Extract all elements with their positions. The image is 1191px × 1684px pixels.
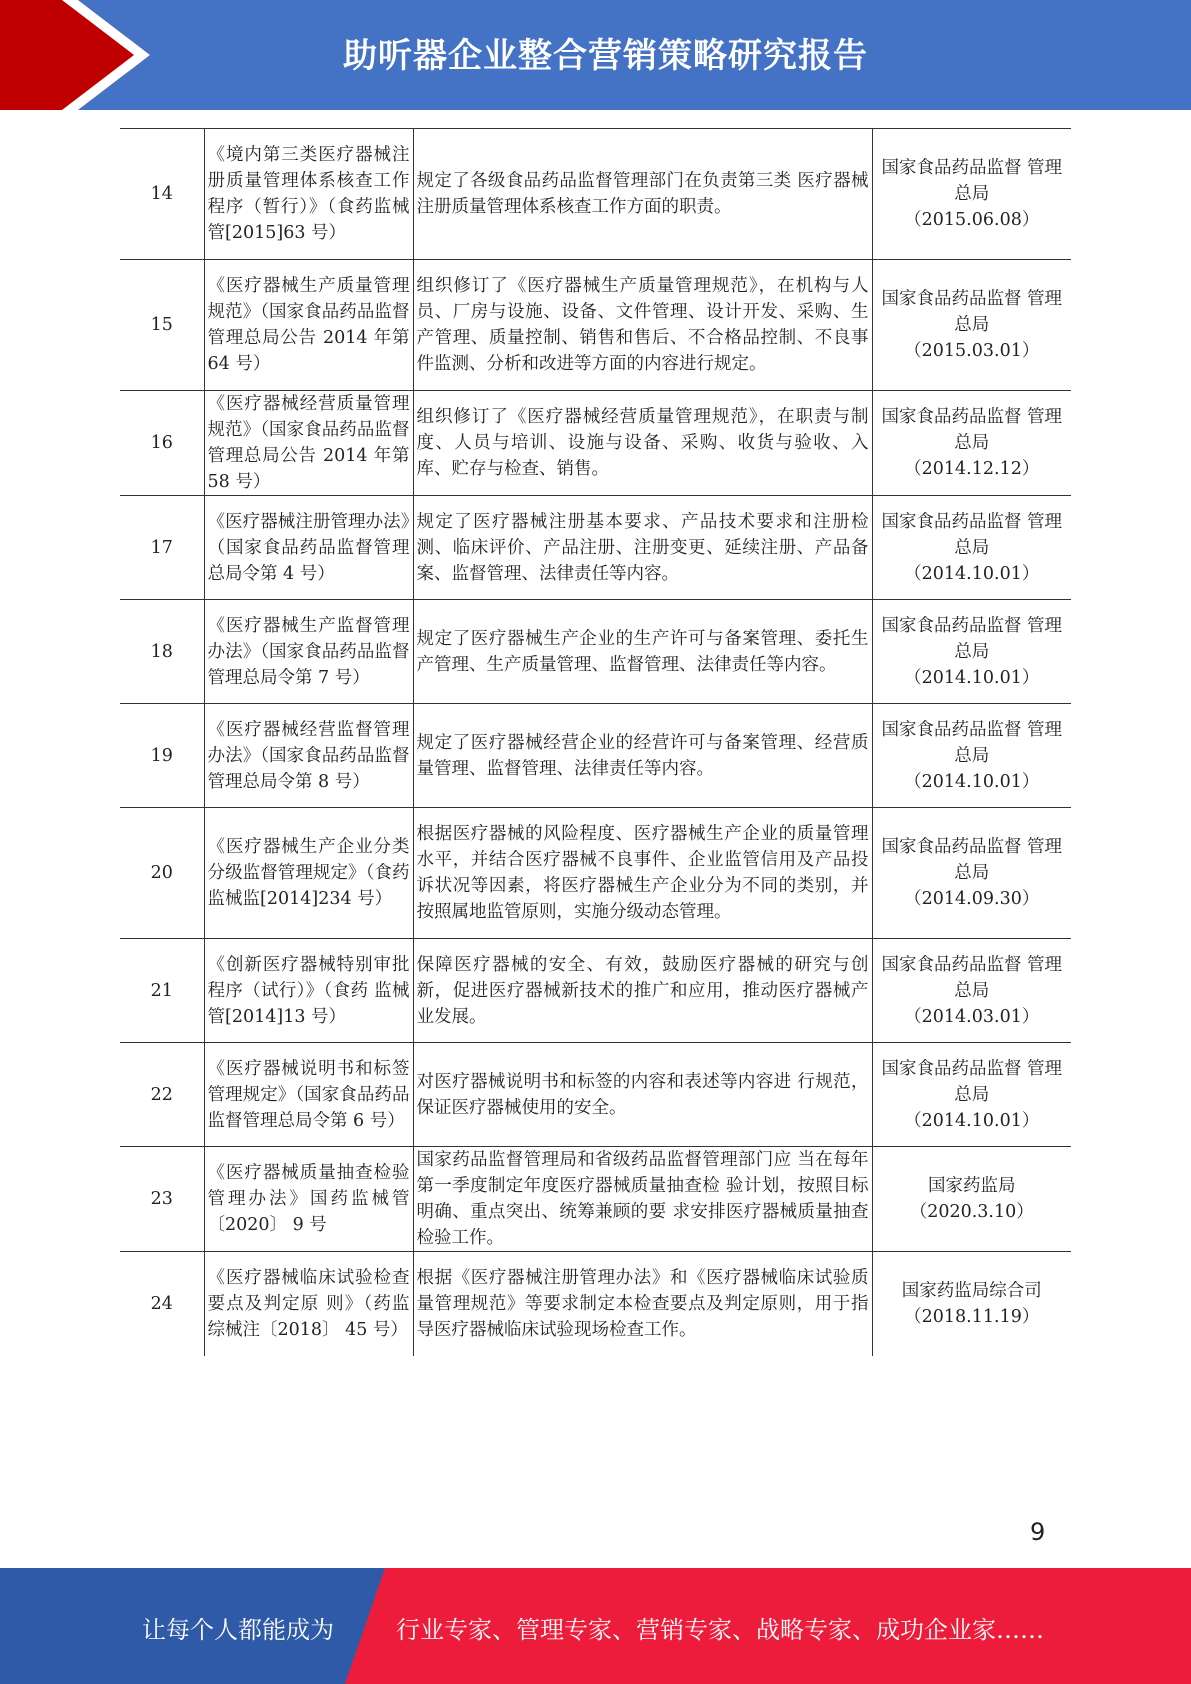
issuer-cell (872, 260, 1071, 391)
table-row (120, 1147, 1071, 1252)
page-header (0, 0, 1191, 110)
issuer-name: 国家食品药品监督 管理总局 (881, 511, 1063, 558)
row-number: 14 (120, 129, 204, 260)
row-number: 24 (120, 1252, 204, 1356)
issuer-cell (872, 808, 1071, 939)
law-description: 组织修订了《医疗器械经营质量管理规范》，在职责与制度、人员与培训、设施与设备、采购、收货与验收、入库、贮存与检查、销售。 (413, 391, 872, 496)
issuer-name: 国家食品药品监督 管理总局 (881, 954, 1063, 1001)
law-description: 根据医疗器械的风险程度、医疗器械生产企业的质量管理水平，并结合医疗器械不良事件、企业监管信用及产品投诉状况等因素，将医疗器械生产企业分为不同的类别，并按照属地监管原则，实施分级动态管理。 (413, 808, 872, 939)
issuer-name: 国家食品药品监督 管理总局 (881, 158, 1063, 204)
issuer-cell (872, 496, 1071, 600)
law-title: 《医疗器械注册管理办法》（国家食品药品监督管理总局令第 4 号） (204, 496, 413, 600)
row-number: 21 (120, 939, 204, 1043)
issuer-cell (872, 1252, 1071, 1356)
table-row (120, 496, 1071, 600)
issue-date: （2014.10.01） (904, 667, 1040, 688)
row-number: 22 (120, 1043, 204, 1147)
issuer-name: 国家食品药品监督 管理总局 (881, 837, 1063, 883)
row-number: 19 (120, 704, 204, 808)
issue-date: （2014.09.30） (904, 889, 1040, 909)
issuer-name: 国家药监局综合司 (901, 1280, 1042, 1301)
law-description: 规定了医疗器械生产企业的生产许可与备案管理、委托生产管理、生产质量管理、监督管理、法律责任等内容。 (413, 600, 872, 704)
issuer-name: 国家药监局 (928, 1176, 1016, 1196)
issuer-cell (872, 129, 1071, 260)
issue-date: （2014.10.01） (904, 1110, 1040, 1131)
table-row (120, 600, 1071, 704)
table-row (120, 1043, 1071, 1147)
table-row (120, 808, 1071, 939)
issuer-name: 国家食品药品监督 管理总局 (881, 615, 1063, 662)
issuer-name: 国家食品药品监督 管理总局 (881, 407, 1063, 453)
law-description: 保障医疗器械的安全、有效，鼓励医疗器械的研究与创新，促进医疗器械新技术的推广和应用，推动医疗器械产业发展。 (413, 939, 872, 1043)
law-title: 《境内第三类医疗器械注册质量管理体系核查工作程序（暂行）》（食药监械管[2015]63 号） (204, 129, 413, 260)
regulations-table (120, 128, 1071, 1356)
table-row (120, 939, 1071, 1043)
issuer-name: 国家食品药品监督 管理总局 (881, 289, 1063, 335)
document-title: 助听器企业整合营销策略研究报告 (343, 36, 868, 76)
law-description: 规定了医疗器械经营企业的经营许可与备案管理、经营质量管理、监督管理、法律责任等内容。 (413, 704, 872, 808)
issue-date: （2014.10.01） (904, 563, 1040, 584)
table-row (120, 129, 1071, 260)
law-title: 《医疗器械说明书和标签管理规定》（国家食品药品监督管理总局令第 6 号） (204, 1043, 413, 1147)
law-title: 《医疗器械临床试验检查要点及判定原 则》（药监综械注〔2018〕 45 号） (204, 1252, 413, 1356)
row-number: 15 (120, 260, 204, 391)
law-description: 对医疗器械说明书和标签的内容和表述等内容进 行规范，保证医疗器械使用的安全。 (413, 1043, 872, 1147)
row-number: 16 (120, 391, 204, 496)
law-title: 《医疗器械生产企业分类分级监督管理规定》（食药监械监[2014]234 号） (204, 808, 413, 939)
law-description: 规定了各级食品药品监督管理部门在负责第三类 医疗器械注册质量管理体系核查工作方面的职责。 (413, 129, 872, 260)
row-number: 18 (120, 600, 204, 704)
issue-date: （2015.03.01） (904, 341, 1040, 361)
issuer-cell (872, 1147, 1071, 1252)
table-row (120, 260, 1071, 391)
table-row (120, 704, 1071, 808)
page-footer (0, 1568, 1191, 1684)
law-description: 组织修订了《医疗器械生产质量管理规范》，在机构与人员、厂房与设施、设备、文件管理、设计开发、采购、生产管理、质量控制、销售和售后、不合格品控制、不良事件监测、分析和改进等方面的内容进行规定。 (413, 260, 872, 391)
issue-date: （2020.3.10） (909, 1202, 1034, 1222)
issue-date: （2014.10.01） (904, 771, 1040, 792)
table-row (120, 1252, 1071, 1356)
table-row (120, 391, 1071, 496)
law-title: 《医疗器械质量抽查检验管理办法》国药监械管〔2020〕 9 号 (204, 1147, 413, 1252)
law-title: 《医疗器械经营质量管理规范》（国家食品药品监督管理总局公告 2014 年第 58 号） (204, 391, 413, 496)
issuer-cell (872, 704, 1071, 808)
law-title: 《医疗器械经营监督管理办法》（国家食品药品监督管理总局令第 8 号） (204, 704, 413, 808)
issuer-cell (872, 391, 1071, 496)
issuer-cell (872, 1043, 1071, 1147)
law-description: 国家药品监督管理局和省级药品监督管理部门应 当在每年第一季度制定年度医疗器械质量抽查检 验计划，按照目标明确、重点突出、统筹兼顾的要 求安排医疗器械质量抽查检验工作。 (413, 1147, 872, 1252)
row-number: 20 (120, 808, 204, 939)
issuer-cell (872, 600, 1071, 704)
issuer-cell (872, 939, 1071, 1043)
law-title: 《医疗器械生产监督管理办法》（国家食品药品监督管理总局令第 7 号） (204, 600, 413, 704)
footer-slogan-left: 让每个人都能成为 (142, 1616, 334, 1644)
issue-date: （2018.11.19） (904, 1306, 1040, 1327)
law-title: 《创新医疗器械特别审批程序（试行）》（食药 监械管[2014]13 号） (204, 939, 413, 1043)
page-number: 9 (1030, 1518, 1046, 1546)
row-number: 17 (120, 496, 204, 600)
law-description: 规定了医疗器械注册基本要求、产品技术要求和注册检测、临床评价、产品注册、注册变更、延续注册、产品备案、监督管理、法律责任等内容。 (413, 496, 872, 600)
issuer-name: 国家食品药品监督 管理总局 (881, 719, 1063, 766)
footer-slogan-right: 行业专家、管理专家、营销专家、战略专家、成功企业家…… (396, 1616, 1044, 1644)
issue-date: （2014.03.01） (904, 1006, 1040, 1027)
law-description: 根据《医疗器械注册管理办法》和《医疗器械临床试验质量管理规范》等要求制定本检查要点及判定原则，用于指导医疗器械临床试验现场检查工作。 (413, 1252, 872, 1356)
issuer-name: 国家食品药品监督 管理总局 (881, 1058, 1063, 1105)
issue-date: （2015.06.08） (904, 210, 1040, 230)
row-number: 23 (120, 1147, 204, 1252)
law-title: 《医疗器械生产质量管理规范》（国家食品药品监督管理总局公告 2014 年第 64 号） (204, 260, 413, 391)
issue-date: （2014.12.12） (904, 459, 1040, 479)
